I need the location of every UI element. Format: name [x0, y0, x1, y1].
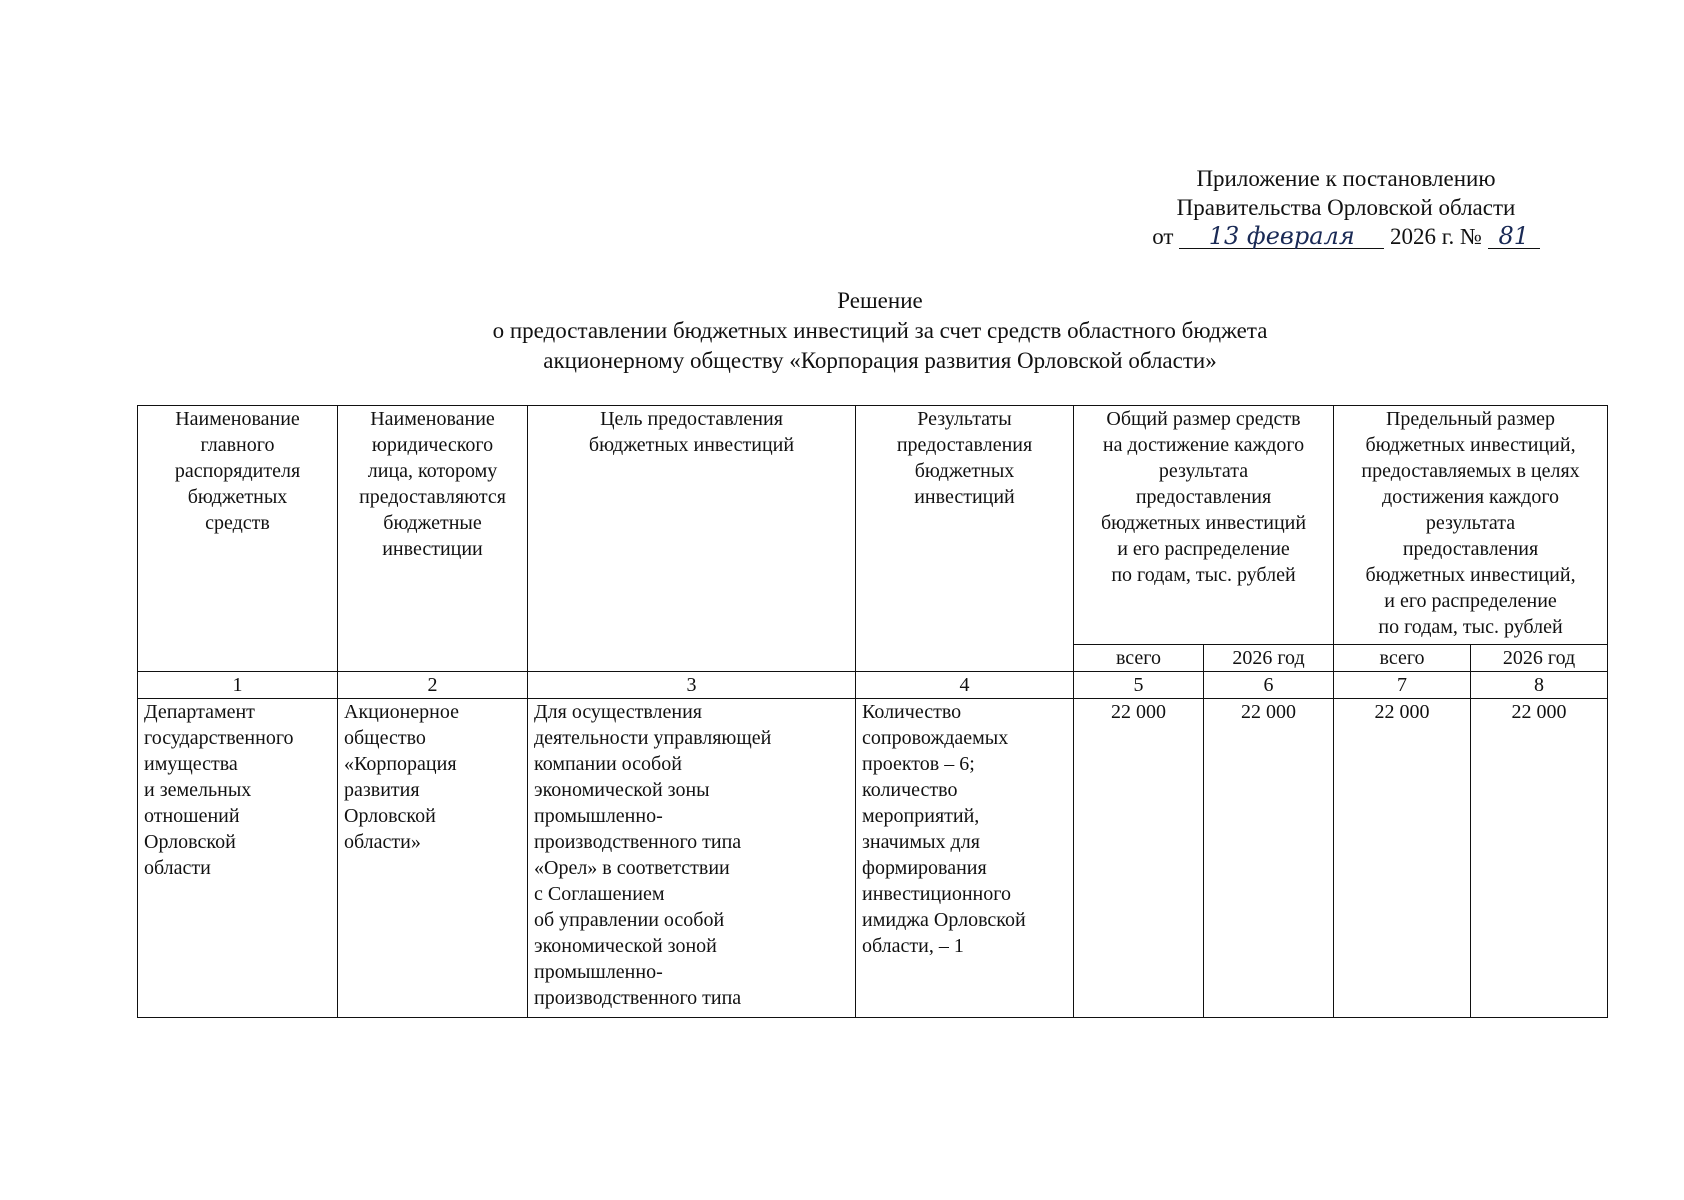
column-number: 5 — [1074, 672, 1204, 699]
subheader-cell-8: 2026 год — [1471, 645, 1608, 672]
cell-purpose: Для осуществления деятельности управляющей компании особой экономической зоны промышленно- производственного типа «Орел» в соответствии с Соглашением об управлении особой экономической зоной промышленно- производственного типа — [528, 699, 856, 1018]
title-line-1: Решение — [837, 288, 923, 313]
document-title — [120, 286, 1640, 376]
investment-table — [137, 405, 1608, 1018]
appendix-line-3 — [1120, 222, 1572, 251]
header-cell-5-6: Общий размер средств на достижение каждого результата предоставления бюджетных инвестиций и его распределение по годам, тыс. рублей — [1074, 406, 1334, 645]
header-cell-3: Цель предоставления бюджетных инвестиций — [528, 406, 856, 672]
subheader-cell-7: всего — [1334, 645, 1471, 672]
cell-legal-entity: Акционерное общество «Корпорация развития Орловской области» — [338, 699, 528, 1018]
column-number: 8 — [1471, 672, 1608, 699]
appendix-year: 2026 г. № — [1389, 224, 1483, 249]
table-row — [138, 699, 1608, 1018]
appendix-from: от — [1152, 224, 1174, 249]
cell-funds-2026: 22 000 — [1204, 699, 1334, 1018]
cell-max-total: 22 000 — [1334, 699, 1471, 1018]
subheader-cell-5: всего — [1074, 645, 1204, 672]
subheader-cell-6: 2026 год — [1204, 645, 1334, 672]
appendix-line-2: Правительства Орловской области — [1176, 195, 1516, 220]
cell-results: Количество сопровождаемых проектов – 6; количество мероприятий, значимых для формирования инвестиционного имиджа Орловской области, – 1 — [856, 699, 1074, 1018]
appendix-line-1: Приложение к постановлению — [1196, 166, 1496, 191]
column-number: 4 — [856, 672, 1074, 699]
cell-budget-manager: Департамент государственного имущества и земельных отношений Орловской области — [138, 699, 338, 1018]
header-cell-7-8: Предельный размер бюджетных инвестиций, предоставляемых в целях достижения каждого результата предоставления бюджетных инвестиций, и его распределение по годам, тыс. рублей — [1334, 406, 1608, 645]
column-number-row — [138, 672, 1608, 699]
header-cell-4: Результаты предоставления бюджетных инвестиций — [856, 406, 1074, 672]
appendix-block — [1120, 164, 1572, 251]
column-number: 3 — [528, 672, 856, 699]
column-number: 2 — [338, 672, 528, 699]
header-cell-1: Наименование главного распорядителя бюджетных средств — [138, 406, 338, 672]
cell-total-funds: 22 000 — [1074, 699, 1204, 1018]
title-line-3: акционерному обществу «Корпорация развития Орловской области» — [543, 348, 1217, 373]
title-line-2: о предоставлении бюджетных инвестиций за счет средств областного бюджета — [492, 318, 1268, 343]
handwritten-number: 81 — [1488, 224, 1540, 249]
cell-max-2026: 22 000 — [1471, 699, 1608, 1018]
handwritten-date: 13 февраля — [1179, 224, 1384, 249]
column-number: 7 — [1334, 672, 1471, 699]
table-header-row — [138, 406, 1608, 645]
column-number: 6 — [1204, 672, 1334, 699]
column-number: 1 — [138, 672, 338, 699]
header-cell-2: Наименование юридического лица, которому предоставляются бюджетные инвестиции — [338, 406, 528, 672]
